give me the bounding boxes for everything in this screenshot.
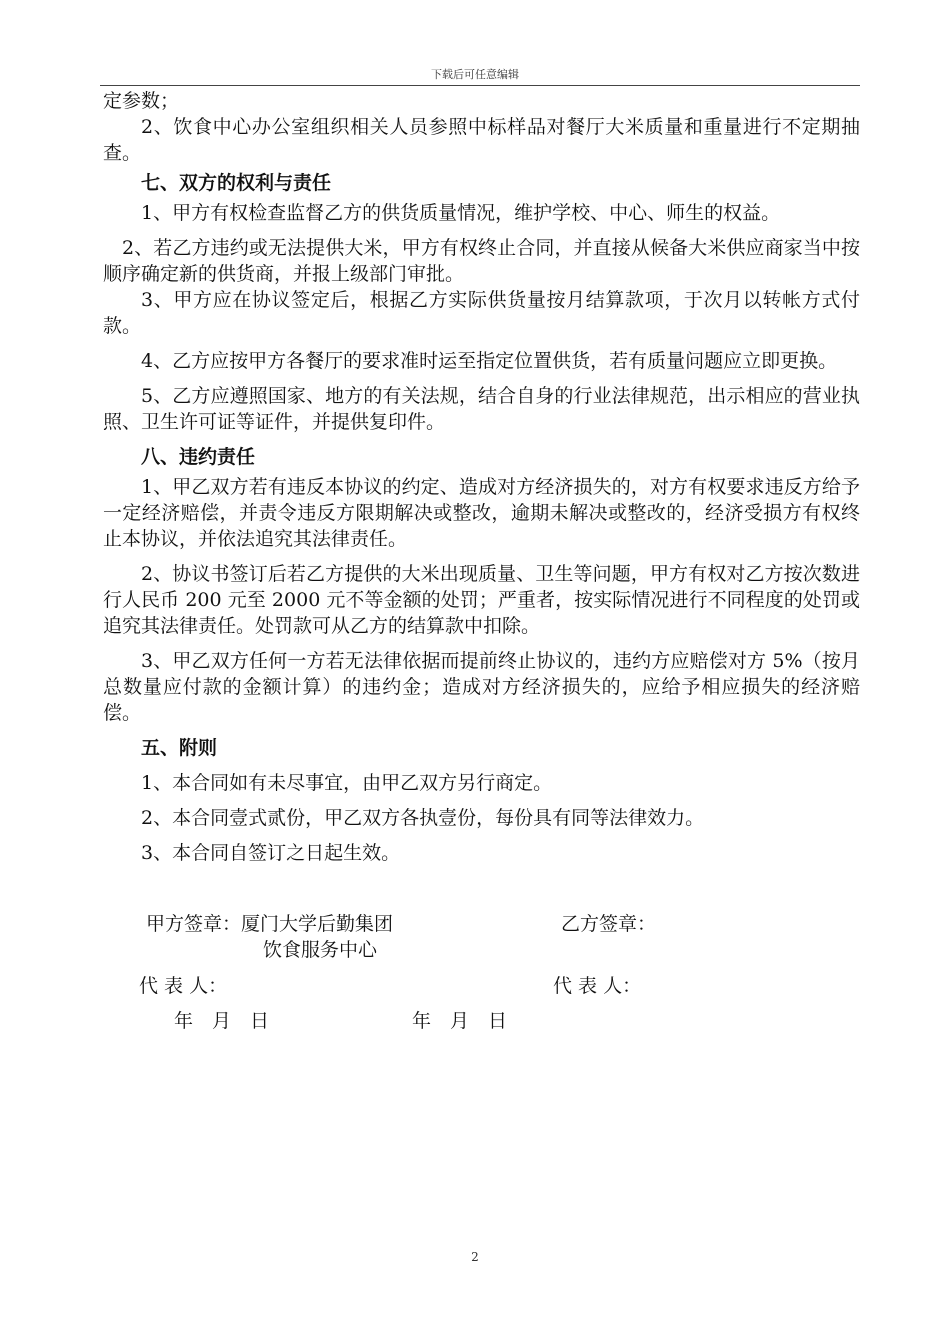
clause-8-3: 3、甲乙双方任何一方若无法律依据而提前终止协议的，违约方应赔偿对方 5%（按月总数量应付款的金额计算）的违约金；造成对方经济损失的，应给予相应损失的经济赔偿。 [103,650,860,724]
party-b-representative: 代 表 人： [553,975,642,997]
section-heading-7: 七、双方的权利与责任 [141,172,332,194]
clause-8-1: 1、甲乙双方若有违反本协议的约定、造成对方经济损失的，对方有权要求违反方给予一定经济赔偿，并责令违反方限期解决或整改，逾期未解决或整改的，经济受损方有权终止本协议，并依法追究其法律责任。 [103,476,860,550]
clause-7-1: 1、甲方有权检查监督乙方的供货质量情况，维护学校、中心、师生的权益。 [141,202,781,224]
clause-8-2: 2、协议书签订后若乙方提供的大米出现质量、卫生等问题，甲方有权对乙方按次数进行人民币 200 元至 2000 元不等金额的处罚；严重者，按实际情况进行不同程度的处罚或追究其法律责任。处罚款可从乙方的结算款中扣除。 [103,563,860,637]
party-a-representative: 代 表 人： [139,975,228,997]
page-number: 2 [471,1250,479,1264]
clause-5-2: 2、本合同壹式贰份，甲乙双方各执壹份，每份具有同等法律效力。 [141,807,705,829]
party-b-signature-label: 乙方签章： [561,913,657,935]
section-heading-5: 五、附则 [141,737,218,759]
clause-5-3: 3、本合同自签订之日起生效。 [141,842,401,864]
clause-7-5: 5、乙方应遵照国家、地方的有关法规，结合自身的行业法律规范，出示相应的营业执照、卫生许可证等证件，并提供复印件。 [103,385,860,433]
party-a-department: 饮食服务中心 [263,939,378,961]
clause-5-1: 1、本合同如有未尽事宜，由甲乙双方另行商定。 [141,772,553,794]
clause-7-4: 4、乙方应按甲方各餐厅的要求准时运至指定位置供货，若有质量问题应立即更换。 [141,350,838,372]
page-header: 下载后可任意编辑 [431,68,519,81]
party-b-date: 年 月 日 [412,1010,508,1032]
clause-7-3: 3、甲方应在协议签定后，根据乙方实际供货量按月结算款项，于次月以转帐方式付款。 [103,289,860,337]
party-a-date: 年 月 日 [174,1010,270,1032]
section-heading-8: 八、违约责任 [141,446,256,468]
party-a-signature-label: 甲方签章：厦门大学后勤集团 [146,913,394,935]
paragraph-continuation: 定参数； [103,90,180,112]
document-body [103,88,860,866]
header-divider [100,85,860,86]
clause-6-2: 2、饮食中心办公室组织相关人员参照中标样品对餐厅大米质量和重量进行不定期抽查。 [103,116,860,164]
clause-7-2: 2、若乙方违约或无法提供大米，甲方有权终止合同，并直接从候备大米供应商家当中按顺序确定新的供货商，并报上级部门审批。 [103,237,860,285]
